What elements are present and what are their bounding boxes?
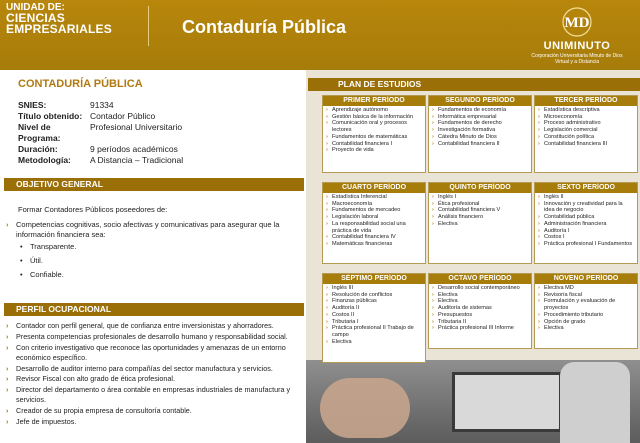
info-row: SNIES: 91334 <box>18 100 114 110</box>
perfil-band: PERFIL OCUPACIONAL <box>4 303 304 316</box>
header-divider <box>148 6 149 46</box>
info-row: Título obtenido: Contador Público <box>18 111 156 121</box>
logo-name: UNIMINUTO <box>543 40 611 52</box>
uniminuto-logo <box>522 6 632 66</box>
list-item: › Presenta competencias profesionales de desarrollo humano y responsabilidad social. <box>6 331 288 341</box>
list-item: › Con criterio investigativo que reconoce las oportunidades y amenazas de un entorno económico específico. <box>6 342 286 362</box>
list-item: › Creador de su propia empresa de consultoría contable. <box>6 406 192 416</box>
arrow-icon: › <box>6 220 9 229</box>
logo-subtitle: Corporación Universitaria Minuto de Dios <box>531 53 623 59</box>
period-card: NOVENO PERÍODO › Electiva MD › Revisoría fiscal › Formulación y evaluación de proyectos › Procedimiento tributario › Opción de grado › Electiva <box>534 273 638 349</box>
program-title: Contaduría Pública <box>182 17 347 37</box>
objetivo-intro: Formar Contadores Públicos poseedores de: <box>18 205 168 214</box>
hand-photo-detail <box>320 378 410 438</box>
logo-subtitle-2: Virtual y a Distancia <box>554 59 600 65</box>
laptop-photo-detail <box>452 372 562 432</box>
perfil-list <box>6 321 302 428</box>
list-item: • Transparente. <box>20 242 77 251</box>
unidad-line2: CIENCIAS <box>6 11 65 25</box>
period-card: SEGUNDO PERÍODO › Fundamentos de economía › Informática empresarial › Fundamentos de derecho › Investigación formativa › Cátedra Minuto de Dios › Contabilidad financiera II <box>428 95 532 173</box>
plan-band: PLAN DE ESTUDIOS <box>308 78 640 91</box>
program-info-table <box>18 100 250 166</box>
list-item: › Director del departamento o área contable en empresas industriales de manufactura y servicios. <box>6 385 291 405</box>
section-title: CONTADURÍA PÚBLICA <box>18 78 143 90</box>
period-card: SEXTO PERÍODO › Inglés II › Innovación y creatividad para la idea de negocio › Contabilidad pública › Administración financiera › Auditoría I › Costos I › Práctica profesional I Fundamentos <box>534 182 638 264</box>
period-card: SÉPTIMO PERÍODO › Inglés III › Resolución de conflictos › Finanzas públicas › Auditoría II › Costos II › Tributaria I › Práctica profesional II Trabajo de campo › Electiva <box>322 273 426 363</box>
objetivo-sublist <box>20 240 76 282</box>
info-row: Duración: 9 períodos académicos <box>18 144 178 154</box>
period-card: PRIMER PERÍODO › Aprendizaje autónomo › Gestión básica de la información › Comunicación oral y procesos lectores › Fundamentos de matemáticas › Contabilidad financiera I › Proyecto de vida <box>322 95 426 173</box>
info-row: Nivel de Programa: Profesional Universitario <box>18 122 183 143</box>
period-card: TERCER PERÍODO › Estadística descriptiva › Microeconomía › Proceso administrativo › Legislación comercial › Constitución política › Contabilidad financiera III <box>534 95 638 173</box>
info-row: Metodología: A Distancia – Tradicional <box>18 155 184 165</box>
svg-text:MD: MD <box>564 15 590 31</box>
unidad-line1: UNIDAD DE: <box>6 2 65 13</box>
list-item: • Confiable. <box>20 270 64 279</box>
unidad-line3: EMPRESARIALES <box>6 22 112 36</box>
list-item: › Revisor Fiscal con alto grado de ética profesional. <box>6 374 176 384</box>
list-item: › Contador con perfil general, que de confianza entre inversionistas y ahorradores. <box>6 321 274 330</box>
period-card: OCTAVO PERÍODO › Desarrollo social contemporáneo › Electiva › Electiva › Auditoría de sistemas › Presupuestos › Tributaria II › Práctica profesional III Informe <box>428 273 532 349</box>
list-item: › Jefe de impuestos. <box>6 416 77 426</box>
md-logo-icon <box>558 6 596 40</box>
period-card: QUINTO PERÍODO › Inglés I › Ética profesional › Contabilidad financiera V › Análisis financiero › Electiva <box>428 182 532 264</box>
objetivo-item: › Competencias cognitivas, socio afectivas y comunicativas para asegurar que la información financiera sea: <box>6 220 280 239</box>
person-photo-detail <box>560 362 630 443</box>
header-banner <box>0 0 640 70</box>
objetivo-band: OBJETIVO GENERAL <box>4 178 304 191</box>
unidad-label <box>6 2 112 35</box>
list-item: › Desarrollo de auditor interno para compañías del sector manufactura y servicios. <box>6 363 273 373</box>
list-item: • Útil. <box>20 256 43 265</box>
period-card: CUARTO PERÍODO › Estadística Inferencial › Macroeconomía › Fundamentos de mercadeo › Legislación laboral › La responsabilidad social una práctica de vida › Contabilidad financiera IV › Matemáticas financieras <box>322 182 426 264</box>
